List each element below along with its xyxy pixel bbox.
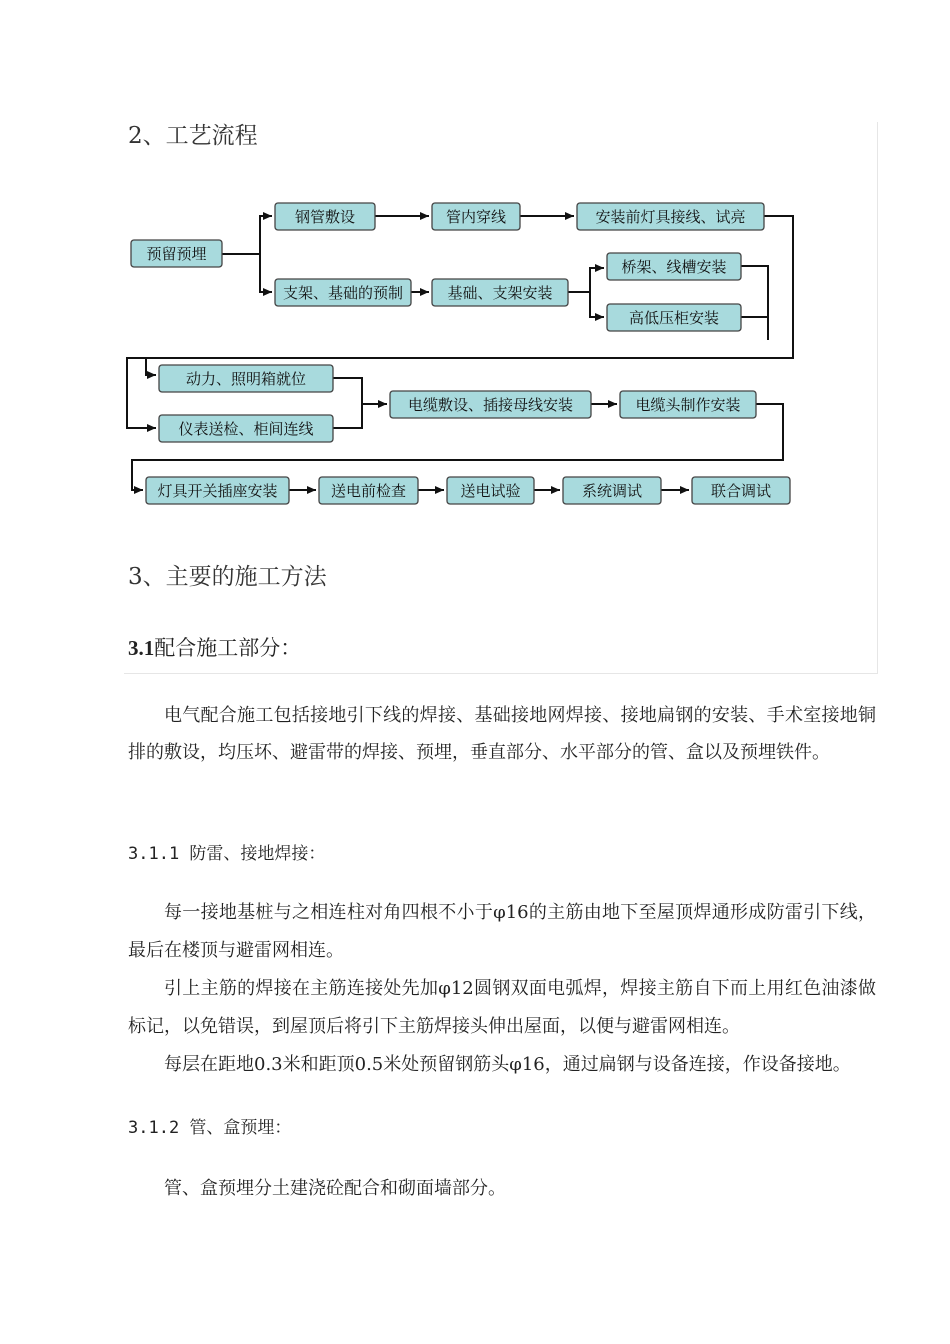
flow-node-anzhuangqian-label: 安装前灯具接线、试亮 — [595, 208, 746, 226]
frame-bottom-line — [124, 673, 878, 674]
paragraph-lightning-2: 引上主筋的焊接在主筋连接处先加φ12圆钢双面电弧焊，焊接主筋自下而上用红色油漆做标记，以免错误，到屋顶后将引下主筋焊接头伸出屋面，以便与避雷网相连。 — [128, 978, 876, 1037]
flow-node-dengju — [146, 477, 289, 504]
flow-node-songdianqian — [319, 477, 418, 504]
subsection-3-1-1-heading: 3.1.1 防雷、接地焊接： — [128, 844, 326, 864]
subsection-3-1-heading — [128, 632, 301, 662]
flow-node-qiaojia-label: 桥架、线槽安装 — [621, 258, 727, 276]
connector-dongli-merge — [333, 378, 362, 428]
flow-node-songdian-label: 送电试验 — [460, 482, 521, 500]
flow-node-dongli — [159, 365, 333, 392]
flow-node-dianlantou-label: 电缆头制作安装 — [635, 396, 741, 414]
flow-node-guannei-label: 管内穿线 — [445, 208, 507, 226]
process-flowchart — [0, 0, 950, 540]
flow-node-lianhe — [692, 477, 790, 504]
subsection-3-1-2-heading: 3.1.2 管、盒预埋： — [128, 1118, 292, 1138]
flow-node-yibiao — [159, 415, 333, 442]
subsection-3-1-text: 配合施工部分： — [154, 636, 302, 660]
flow-node-dongli-label: 动力、照明箱就位 — [185, 370, 307, 388]
section-3-title: 3、主要的施工方法 — [128, 564, 327, 590]
flow-node-gangguan-label: 钢管敷设 — [294, 208, 356, 226]
flow-node-yuliu-label: 预留预埋 — [146, 245, 207, 263]
flow-node-qiaojia — [607, 253, 741, 280]
flow-node-yuliu — [131, 240, 222, 267]
flow-node-dengju-label: 灯具开关插座安装 — [157, 482, 278, 500]
connector-split-gaodiya — [590, 292, 604, 317]
flow-node-jichu-zhijia — [432, 279, 568, 306]
flow-node-anzhuangqian — [577, 203, 764, 230]
paragraph-pipe-box: 管、盒预埋分土建浇砼配合和砌面墙部分。 — [164, 1178, 506, 1199]
flow-node-dianlantou — [620, 391, 756, 418]
subsection-3-1-number: 3.1 — [128, 636, 155, 660]
flow-node-dianlan-label: 电缆敷设、插接母线安装 — [407, 396, 574, 414]
flow-node-xitong-label: 系统调试 — [581, 482, 643, 500]
flow-node-songdian — [447, 477, 534, 504]
connector-split-zhijia — [260, 254, 272, 292]
section-2-title: 2、工艺流程 — [128, 123, 258, 149]
flow-node-jichu-zhijia-label: 基础、支架安装 — [447, 284, 553, 302]
connector-yuliu-split — [222, 216, 272, 254]
paragraph-lightning-3: 每层在距地0.3米和距顶0.5米处预留钢筋头φ16，通过扁钢与设备连接，作设备接地。 — [164, 1054, 851, 1075]
flow-node-guannei — [432, 203, 520, 230]
flow-node-gaodiya — [607, 304, 741, 331]
flow-node-gangguan — [275, 203, 375, 230]
connector-jichu-split — [568, 268, 604, 292]
flow-node-songdianqian-label: 送电前检查 — [330, 482, 407, 500]
connector-qiaojia-merge — [741, 266, 768, 317]
flow-node-dianlan — [390, 391, 591, 418]
flow-node-lianhe-label: 联合调试 — [710, 482, 772, 500]
connector-return-yibiao — [127, 358, 156, 428]
intro-paragraph: 电气配合施工包括接地引下线的焊接、基础接地网焊接、接地扁钢的安装、手术室接地铜排的敷设，均压坏、避雷带的焊接、预埋，垂直部分、水平部分的管、盒以及预埋铁件。 — [128, 705, 876, 763]
flow-node-xitong — [563, 477, 661, 504]
flow-node-zhijia-yuzhi — [275, 279, 411, 306]
flow-node-gaodiya-label: 高低压柜安装 — [628, 309, 720, 327]
paragraph-lightning-1: 每一接地基桩与之相连柱对角四根不小于φ16的主筋由地下至屋顶焊通形成防雷引下线，最后在楼顶与避雷网相连。 — [128, 902, 876, 961]
flow-node-yibiao-label: 仪表送检、柜间连线 — [178, 420, 314, 438]
flow-node-zhijia-yuzhi-label: 支架、基础的预制 — [282, 284, 404, 302]
